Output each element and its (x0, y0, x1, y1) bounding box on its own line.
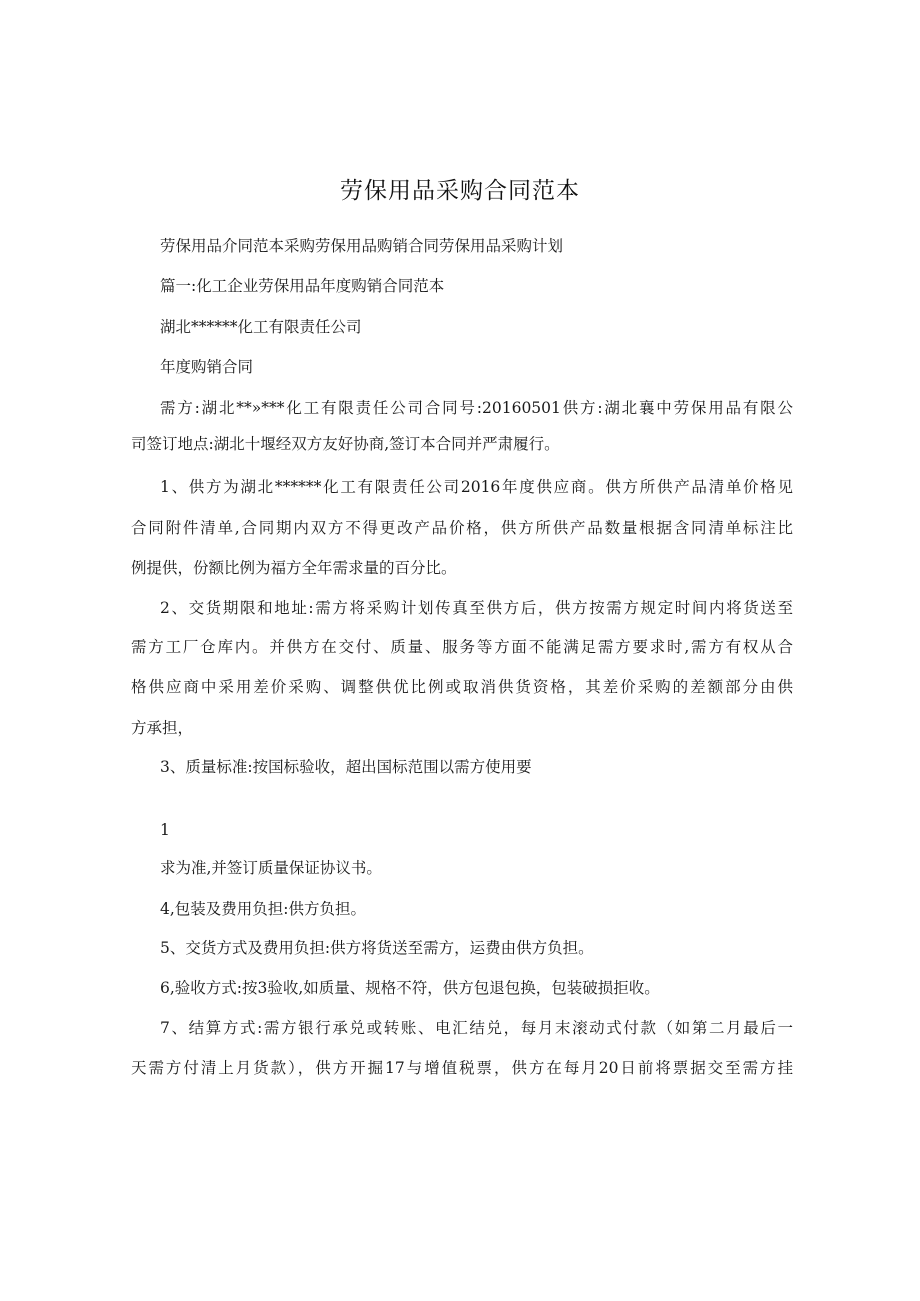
clause-5-line: 5、交货方式及费用负担:供方将货送至需方，运费由供方负担。 (160, 939, 594, 957)
clause-2-line: 2、交货期限和地址:需方将采购计划传真至供方后，供方按需方规定时间内将货送至 (160, 599, 793, 617)
clause-4-line: 4,包装及费用负担:供方负担。 (160, 900, 367, 918)
clause-1-line: 1、供方为湖北******化工有限责任公司2016年度供应商。供方所供产品清单价格见 (160, 478, 793, 496)
clause-3-line: 3、质量标准:按国标验收，超出国标范围以需方使用要 (160, 758, 532, 776)
clause-2-line: 格供应商中采用差价采购、调整供优比例或取消供货资格，其差价采购的差额部分由供 (131, 678, 793, 696)
company-name: 湖北******化工有限责任公司 (160, 318, 362, 336)
subtitle-line: 劳保用品介同范本采购劳保用品购销合同劳保用品采购计划 (160, 237, 564, 255)
clause-2-line: 方承担， (131, 719, 194, 737)
party-info-line: 需方:湖北**»***化工有限责任公司合同号:20160501供方:湖北襄中劳保用品有限公 (160, 399, 793, 417)
document-title: 劳保用品采购合同范本 (340, 178, 580, 204)
clause-6-line: 6,验收方式:按3验收,如质量、规格不符，供方包退包换，包装破损拒收。 (160, 979, 660, 997)
clause-1-line: 例提供，份额比例为福方全年需求量的百分比。 (131, 559, 457, 577)
clause-2-line: 需方工厂仓库内。并供方在交付、质量、服务等方面不能满足需方要求时,需方有权从合 (131, 638, 793, 656)
clause-3-line: 求为准,并签订质量保证协议书。 (160, 859, 382, 877)
clause-7-line: 天需方付清上月货款），供方开掘17与增值税票，供方在每月20日前将票据交至需方挂 (131, 1059, 793, 1077)
page-number: 1 (160, 821, 170, 839)
section-heading: 篇一:化工企业劳保用品年度购销合同范本 (160, 277, 445, 295)
contract-heading: 年度购销合同 (160, 358, 254, 376)
clause-1-line: 合同附件清单,合同期内双方不得更改产品价格，供方所供产品数量根据含同清单标注比 (131, 519, 793, 537)
clause-7-line: 7、结算方式:需方银行承兑或转账、电汇结兑，每月末滚动式付款（如第二月最后一 (160, 1019, 793, 1037)
party-info-line: 司签订地点:湖北十堰经双方友好协商,签订本合同并严肃履行。 (131, 435, 560, 453)
